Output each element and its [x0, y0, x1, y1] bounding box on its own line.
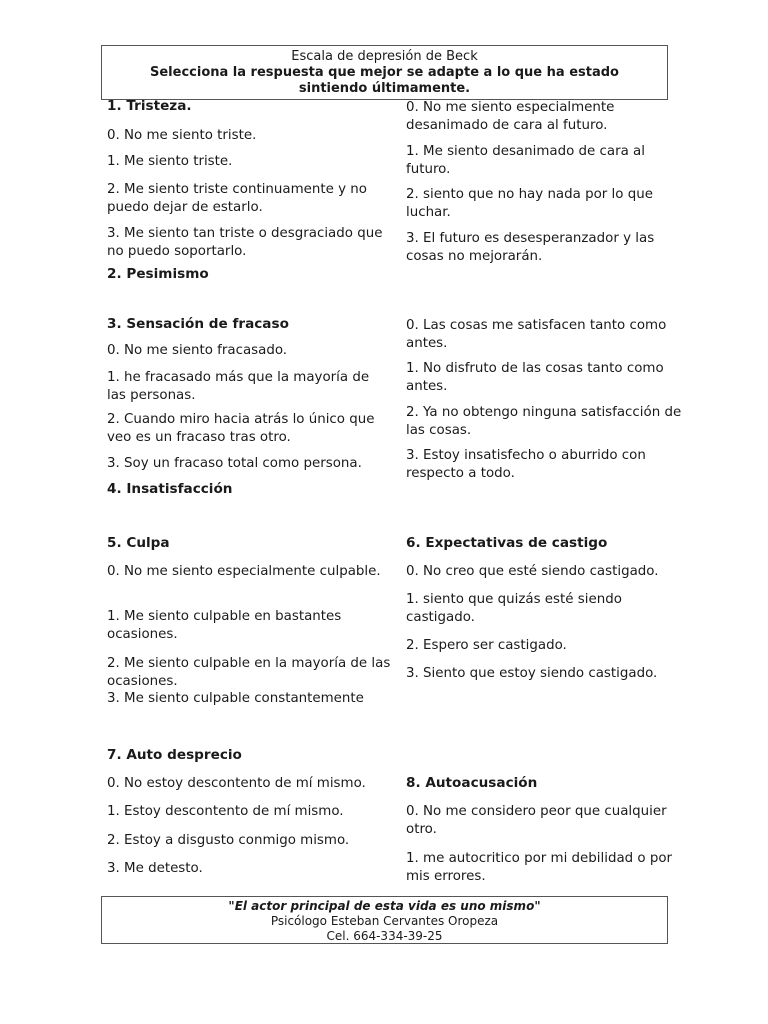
- quote-text: El actor principal de esta vida es uno mismo: [234, 899, 535, 913]
- footer-author: Psicólogo Esteban Cervantes Oropeza: [270, 914, 499, 928]
- option-fracaso-2: 2. Cuando miro hacia atrás lo único que veo es un fracaso tras otro.: [107, 412, 375, 445]
- option-castigo-1: 1. siento que quizás esté siendo castigado.: [406, 592, 622, 625]
- section-heading-culpa: 5. Culpa: [107, 535, 170, 551]
- option-insatisfaccion-2: 2. Ya no obtengo ninguna satisfacción de las cosas.: [406, 405, 682, 438]
- section-heading-fracaso: 3. Sensación de fracaso: [107, 316, 289, 332]
- option-culpa-2: 2. Me siento culpable en la mayoría de las ocasiones.: [107, 656, 391, 689]
- document-title: Escala de depresión de Beck: [291, 49, 478, 64]
- option-fracaso-3: 3. Soy un fracaso total como persona.: [107, 456, 362, 471]
- option-culpa-1: 1. Me siento culpable en bastantes ocasiones.: [107, 609, 342, 642]
- option-insatisfaccion-0: 0. Las cosas me satisfacen tanto como antes.: [406, 318, 667, 351]
- option-culpa-0: 0. No me siento especialmente culpable.: [107, 564, 381, 579]
- section-heading-autodesprecio: 7. Auto desprecio: [107, 747, 242, 763]
- option-tristeza-1: 1. Me siento triste.: [107, 154, 233, 169]
- section-heading-insatisfaccion: 4. Insatisfacción: [107, 481, 233, 497]
- section-heading-tristeza: 1. Tristeza.: [107, 98, 192, 114]
- section-heading-autoacusacion: 8. Autoacusación: [406, 775, 538, 791]
- footer-phone: Cel. 664-334-39-25: [326, 929, 443, 943]
- option-pesimismo-3: 3. El futuro es desesperanzador y las cosas no mejorarán.: [406, 231, 655, 264]
- option-fracaso-0: 0. No me siento fracasado.: [107, 343, 288, 358]
- option-fracaso-1: 1. he fracasado más que la mayoría de las personas.: [107, 370, 370, 403]
- option-castigo-0: 0. No creo que esté siendo castigado.: [406, 564, 659, 579]
- option-pesimismo-2: 2. siento que no hay nada por lo que luchar.: [406, 187, 653, 220]
- option-autodesprecio-3: 3. Me detesto.: [107, 861, 203, 876]
- header-box: [101, 45, 668, 100]
- instruction-line-2: sintiendo últimamente.: [298, 81, 471, 96]
- option-autoacusacion-1: 1. me autocritico por mi debilidad o por mis errores.: [406, 851, 673, 884]
- option-tristeza-0: 0. No me siento triste.: [107, 128, 257, 143]
- option-castigo-2: 2. Espero ser castigado.: [406, 638, 567, 653]
- option-tristeza-2: 2. Me siento triste continuamente y no puedo dejar de estarlo.: [107, 182, 367, 215]
- instruction-line-1: Selecciona la respuesta que mejor se adapte a lo que ha estado: [150, 65, 619, 80]
- quote-close-mark: ": [534, 899, 541, 913]
- option-pesimismo-0: 0. No me siento especialmente desanimado de cara al futuro.: [406, 100, 615, 133]
- footer-quote: [102, 899, 667, 914]
- option-insatisfaccion-3: 3. Estoy insatisfecho o aburrido con respecto a todo.: [406, 448, 646, 481]
- section-heading-castigo: 6. Expectativas de castigo: [406, 535, 608, 551]
- footer-box: [101, 896, 668, 944]
- option-pesimismo-1: 1. Me siento desanimado de cara al futuro.: [406, 144, 645, 177]
- option-castigo-3: 3. Siento que estoy siendo castigado.: [406, 666, 658, 681]
- option-autodesprecio-0: 0. No estoy descontento de mí mismo.: [107, 776, 366, 791]
- section-heading-pesimismo: 2. Pesimismo: [107, 266, 209, 282]
- option-insatisfaccion-1: 1. No disfruto de las cosas tanto como antes.: [406, 361, 664, 394]
- quote-open-mark: ": [228, 899, 235, 913]
- option-culpa-3: 3. Me siento culpable constantemente: [107, 691, 364, 706]
- option-autodesprecio-1: 1. Estoy descontento de mí mismo.: [107, 804, 344, 819]
- option-autodesprecio-2: 2. Estoy a disgusto conmigo mismo.: [107, 833, 350, 848]
- option-tristeza-3: 3. Me siento tan triste o desgraciado que no puedo soportarlo.: [107, 226, 383, 259]
- option-autoacusacion-0: 0. No me considero peor que cualquier otro.: [406, 804, 667, 837]
